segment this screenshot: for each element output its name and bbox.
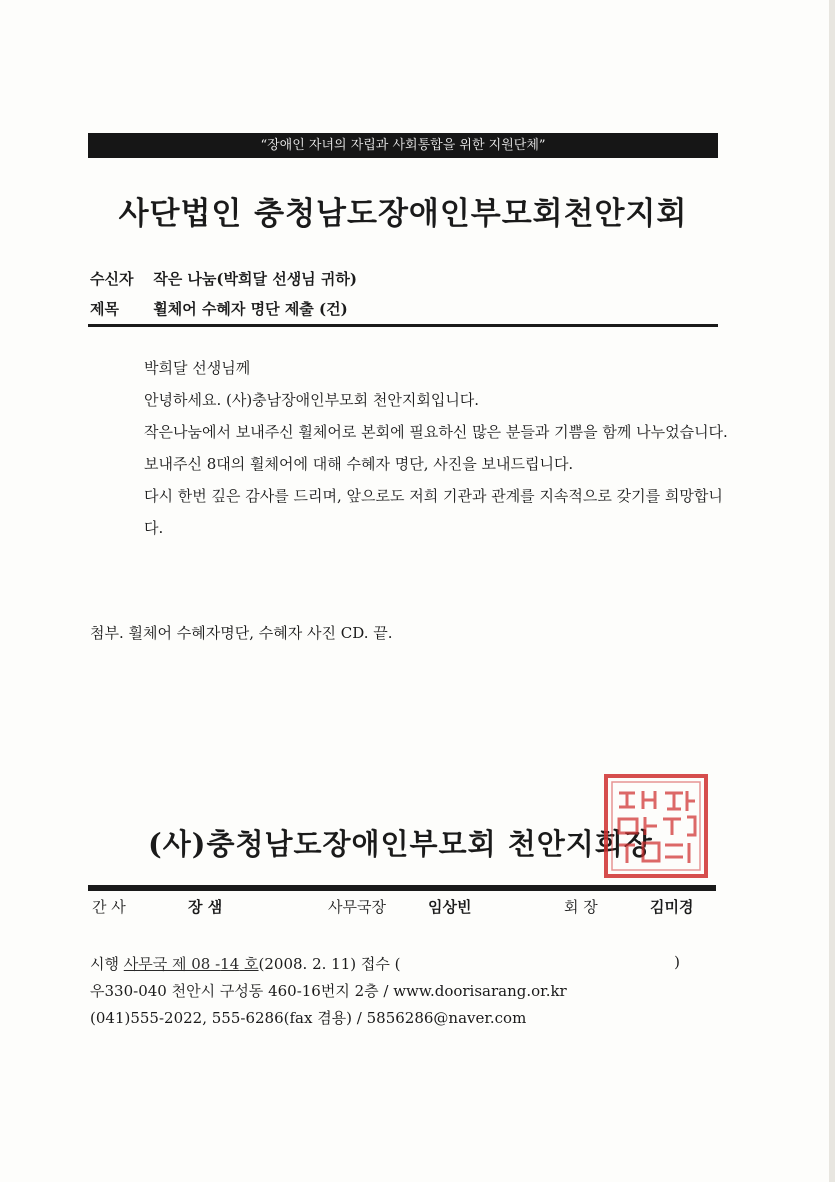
attachment-note: 첨부. 휠체어 수혜자명단, 수혜자 사진 CD. 끝. — [90, 624, 393, 642]
body-paragraph: 보내주신 8대의 휠체어에 대해 수혜자 명단, 사진을 보내드립니다. — [144, 455, 574, 473]
official-seal-icon — [603, 773, 709, 879]
recipient-value: 작은 나눔(박희달 선생님 귀하) — [153, 270, 357, 288]
contact-line: (041)555-2022, 555-6286(fax 겸용) / 5856286@naver.com — [90, 1009, 527, 1027]
slogan-banner: “장애인 자녀의 자립과 사회통합을 위한 지원단체” — [88, 133, 718, 158]
secretary-name: 장 샘 — [188, 898, 223, 916]
recipient-label: 수신자 — [90, 270, 134, 288]
organization-title: 사단법인 충청남도장애인부모회천안지회 — [118, 196, 688, 232]
subject-label: 제목 — [90, 300, 119, 318]
page-edge — [829, 0, 835, 1182]
issue-line: 시행 사무국 제 08 -14 호(2008. 2. 11) 접수 ( ) — [90, 953, 680, 973]
body-paragraph: 안녕하세요. (사)충남장애인부모회 천안지회입니다. — [144, 391, 480, 409]
president-label: 회 장 — [564, 898, 598, 916]
body-paragraph: 다시 한번 깊은 감사를 드리며, 앞으로도 저희 기관과 관계를 지속적으로 갖기를 희망합니다. — [144, 487, 723, 537]
president-name: 김미경 — [650, 898, 694, 916]
greeting: 박희달 선생님께 — [144, 359, 251, 377]
address-line: 우330-040 천안시 구성동 460-16번지 2층 / www.doorisarang.or.kr — [90, 982, 567, 1000]
document-number: 사무국 제 08 -14 호 — [123, 955, 259, 973]
subject-value: 휠체어 수혜자 명단 제출 (건) — [153, 300, 348, 318]
chief-name: 임상빈 — [428, 898, 472, 916]
chief-label: 사무국장 — [328, 898, 386, 916]
secretary-label: 간 사 — [92, 898, 126, 916]
subject-row — [90, 298, 348, 319]
recipient-row — [90, 268, 357, 289]
letter-body — [144, 352, 729, 544]
header-divider — [88, 324, 718, 327]
signature-title: (사)충청남도장애인부모회 천안지회장 — [148, 827, 653, 861]
signature-divider — [88, 885, 716, 891]
body-paragraph: 작은나눔에서 보내주신 휠체어로 본회에 필요하신 많은 분들과 기쁨을 함께 나누었습니다. — [144, 423, 728, 441]
